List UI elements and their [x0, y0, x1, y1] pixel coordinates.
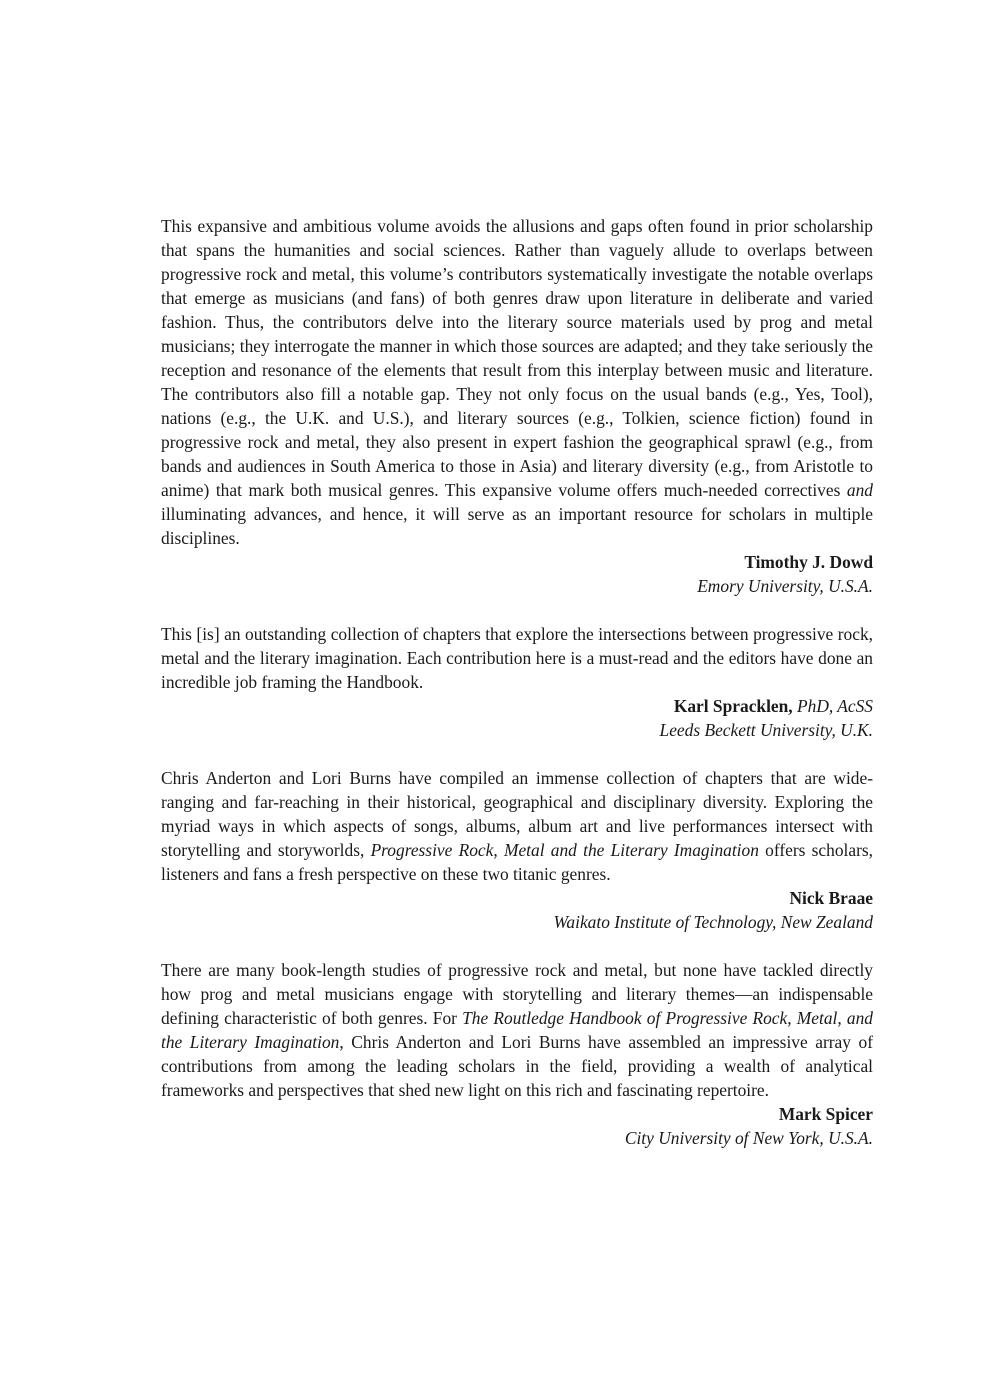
author-line — [161, 1102, 873, 1126]
author-name: Karl Spracklen, — [673, 696, 793, 716]
author-line — [161, 550, 873, 574]
quote-segment: , Chris Anderton and Lori Burns have assembled an impressive array of contributions from among the leading scholars in the field, providing a wealth of analytical frameworks and perspectives that shed new light on this rich and fascinating repertoire. — [161, 1032, 873, 1100]
quote-segment-italic: Progressive Rock, Metal and the Literary Imagination — [370, 840, 759, 860]
quote-segment: This [is] an outstanding collection of chapters that explore the intersections between progressive rock, metal and the literary imagination. Each contribution here is a must-read and the editors have done an incredible job framing the Handbook. — [161, 624, 873, 692]
author-line — [161, 694, 873, 718]
endorsements-page — [161, 214, 873, 1174]
author-affiliation: Emory University, U.S.A. — [697, 576, 873, 596]
author-line — [161, 886, 873, 910]
review-quote — [161, 622, 873, 694]
quote-segment: Chris Anderton and Lori Burns have compiled an immense collection of chapters that are wide-ranging and far-reaching in their historical, geographical and disciplinary diversity. Exploring the myriad ways in which aspects of songs, albums, album art and live performances intersect with storytelling and storyworlds, — [161, 768, 873, 860]
review-braae — [161, 766, 873, 934]
review-attribution — [161, 1102, 873, 1150]
quote-segment: offers scholars, listeners and fans a fresh perspective on these two titanic genres. — [161, 840, 873, 884]
author-credentials: PhD, AcSS — [792, 696, 873, 716]
review-attribution — [161, 694, 873, 742]
quote-segment: This expansive and ambitious volume avoids the allusions and gaps often found in prior scholarship that spans the humanities and social sciences. Rather than vaguely allude to overlaps between progressive rock and metal, this volume’s contributors systematically investigate the notable overlaps that emerge as musicians (and fans) of both genres draw upon literature in deliberate and varied fashion. Thus, the contributors delve into the literary source materials used by prog and metal musicians; they interrogate the manner in which those sources are adapted; and they take seriously the reception and resonance of the elements that result from this interplay between music and literature. The contributors also fill a notable gap. They not only focus on the usual bands (e.g., Yes, Tool), nations (e.g., the U.K. and U.S.), and literary sources (e.g., Tolkien, science fiction) found in progressive rock and metal, they also present in expert fashion the geographical sprawl (e.g., from bands and audiences in South America to those in Asia) and literary diversity (e.g., from Aristotle to anime) that mark both musical genres. This expansive volume offers much-needed correctives — [161, 216, 873, 500]
author-name: Nick Braae — [789, 888, 873, 908]
quote-segment-italic: and — [846, 480, 873, 500]
author-name: Mark Spicer — [778, 1104, 873, 1124]
author-affiliation: Leeds Beckett University, U.K. — [659, 720, 873, 740]
quote-segment: illuminating advances, and hence, it will serve as an important resource for scholars in multiple disciplines. — [161, 504, 873, 548]
author-affiliation: City University of New York, U.S.A. — [624, 1128, 873, 1148]
review-quote — [161, 214, 873, 550]
review-quote — [161, 958, 873, 1102]
quote-segment: There are many book-length studies of progressive rock and metal, but none have tackled directly how prog and metal musicians engage with storytelling and literary themes—an indispensable defining characteristic of both genres. For — [161, 960, 873, 1028]
review-spicer — [161, 958, 873, 1150]
review-dowd — [161, 214, 873, 598]
quote-segment-italic: The Routledge Handbook of Progressive Rock, Metal, and the Literary Imagination — [161, 1008, 873, 1052]
author-affiliation: Waikato Institute of Technology, New Zealand — [553, 912, 873, 932]
author-name: Timothy J. Dowd — [744, 552, 873, 572]
review-attribution — [161, 886, 873, 934]
review-spracklen — [161, 622, 873, 742]
review-attribution — [161, 550, 873, 598]
review-quote — [161, 766, 873, 886]
